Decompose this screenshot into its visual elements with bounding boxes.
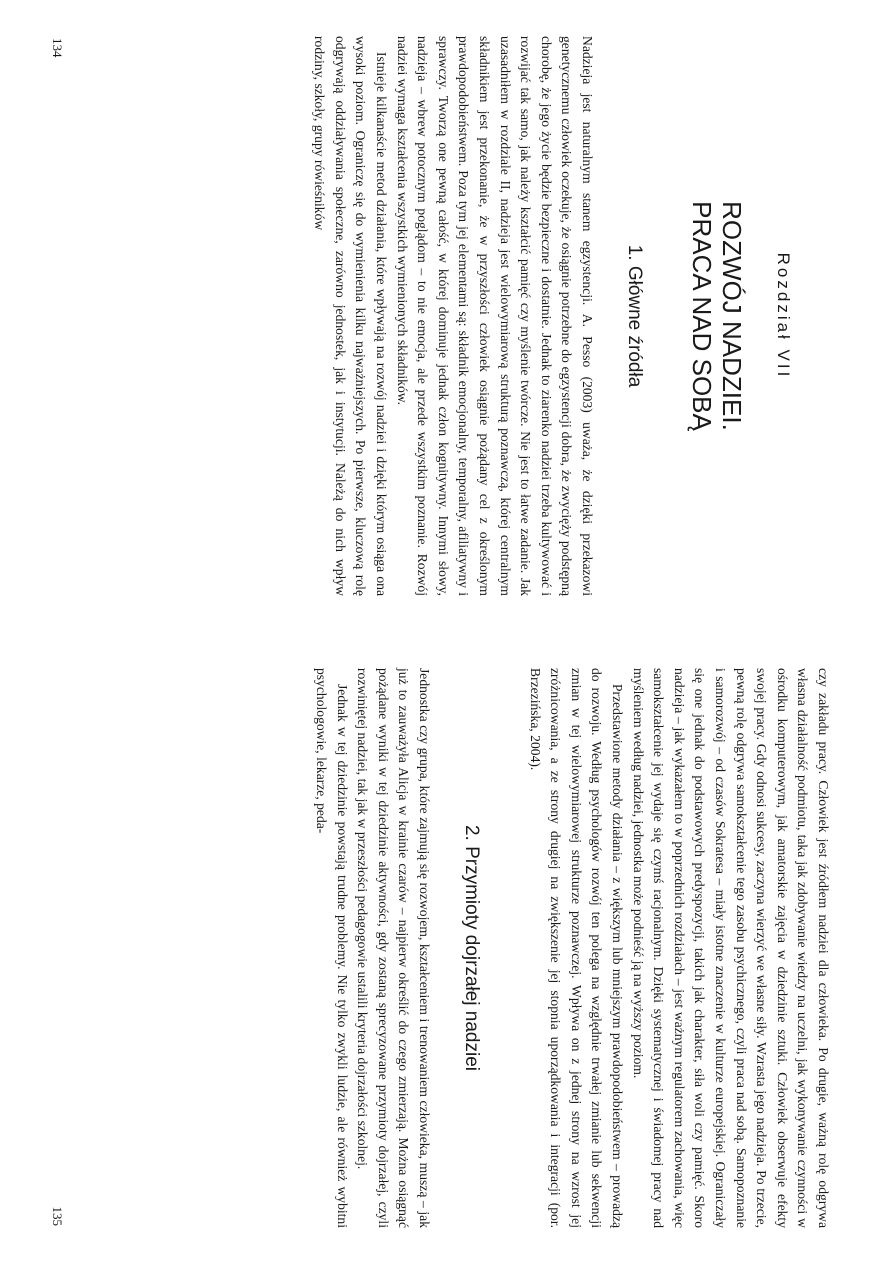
chapter-label: Rozdział VII [774,252,793,380]
paragraph: Jednostka czy grupa, które zajmują się rozwojem, kształceniem i trenowaniem człowieka, muszą – jak już to zauważyła Alicja w krainie czarów – najpierw określić do czego zmierzają. Można osiągnąć pożądane wyniki w tej dziedzinie aktywności, gdy zostaną sprecyzowane przymioty dojrzałej, czyli rozwiniętej nadziei, tak jak w przeszłości pedagogowie ustalili kryteria dojrzałości szkolnej. [355,668,433,1228]
paragraph: czy zakładu pracy. Człowiek jest źródłem nadziei dla człowieka. Po drugie, ważną rolę odgrywa własna działalność podmiotu, taka jak zdobywanie wiedzy na uczelni, jak wykonywanie czynności w ośrodku komputerowym, jak amatorskie zajęcia w dziedzinie sztuki. Człowiek obserwuje efekty swojej pracy. Gdy odnosi sukcesy, zaczyna wierzyć we własne siły. Wzrasta jego nadzieja. Po trzecie, pewną rolę odgrywa samokształcenie tego zasobu psychicznego, czyli praca nad sobą. Samopoznanie i samorozwój – od czasów Sokratesa – miały istotne znaczenie w kulturze europejskiej. Ograniczały się one jednak do podstawowych predyspozycji, takich jak charakter, siła woli czy pamięć. Skoro nadzieja – jak wykazałem to w poprzednich rozdziałach – jest ważnym regulatorem zachowania, więc samokształcenie jej wydaje się czymś racjonalnym. Dzięki systematycznej i świadomej pracy nad myśleniem według nadziei, jednostka może podnieść ją na wyższy poziom. [630,668,831,1228]
paragraph: Przedstawione metody działania – z większym lub mniejszym prawdopodobieństwem – prowadzą do rozwoju. Według psychologów rozwój ten polega na względnie trwałej zmianie lub sekwencji zmian w tej wielowymiarowej strukturze poznawczej. Wpływa on z jednej strony na wzrost jej zróżnicowania, a ze strony drugiej na zwiększenie jej stopnia uporządkowania i integracji (por. Brzezińska, 2004). [527,668,626,1228]
page-number-left: 134 [50,38,65,58]
chapter-title-line-2: PRACA NAD SOBĄ [687,201,717,431]
section-heading-2: 2. Przymioty dojrzałej nadziei [461,824,483,1072]
page-number-right: 135 [50,1206,65,1226]
right-page [43,668,833,1228]
paragraph: Nadzieja jest naturalnym stanem egzystencji. A. Pesso (2003) uważa, że dzięki przekazowi genetycznemu człowiek oczekuje, że osiągnie potrzebne do egzystencji dobra, że zwycięży podstępną chorobę, że jego życie będzie bezpieczne i dostatnie. Jednak to ziarenko nadziei trzeba kultywować i rozwijać tak samo, jak należy kształcić pamięć czy myślenie twórcze. Nie jest to łatwe zadanie. Jak uzasadniłem w rozdziale II, nadzieja jest wielowymiarową strukturą poznawczą, której centralnym składnikiem jest przekonanie, że w przyszłości człowiek osiągnie pożądany cel z określonym prawdopodobieństwem. Poza tym jej elementami są: składnik emocjonalny, temporalny, afiliatywny i sprawczy. Tworzą one pewną całość, w której dominuje jednak człon kognitywny. Innymi słowy, nadzieja – wbrew potocznym poglądom – to nie emocja, ale przede wszystkim poznanie. Rozwój nadziei wymaga kształcenia wszystkich wymienionych składników. [394,36,595,596]
section-heading-1: 1. Główne źródła [624,244,645,388]
chapter-title-line-1: ROZWÓJ NADZIEI. [717,201,747,431]
left-page [43,36,833,596]
paragraph: Jednak w tej dziedzinie powstają trudne problemy. Nie tylko zwykli ludzie, ale również wybitni psychologowie, lekarze, peda- [314,668,350,1228]
paragraph: Istnieje kilkanaście metod działania, które wpływają na rozwój nadziei i dzięki którym osiąga ona wysoki poziom. Ograniczę się do wymienienia kilku najważniejszych. Po pierwsze, kluczową rolę odgrywają oddziaływania społeczne, zarówno jednostek, jak i instytucji. Należą do nich wpływ rodziny, szkoły, grupy rówieśników [312,36,390,596]
chapter-title [687,36,747,596]
